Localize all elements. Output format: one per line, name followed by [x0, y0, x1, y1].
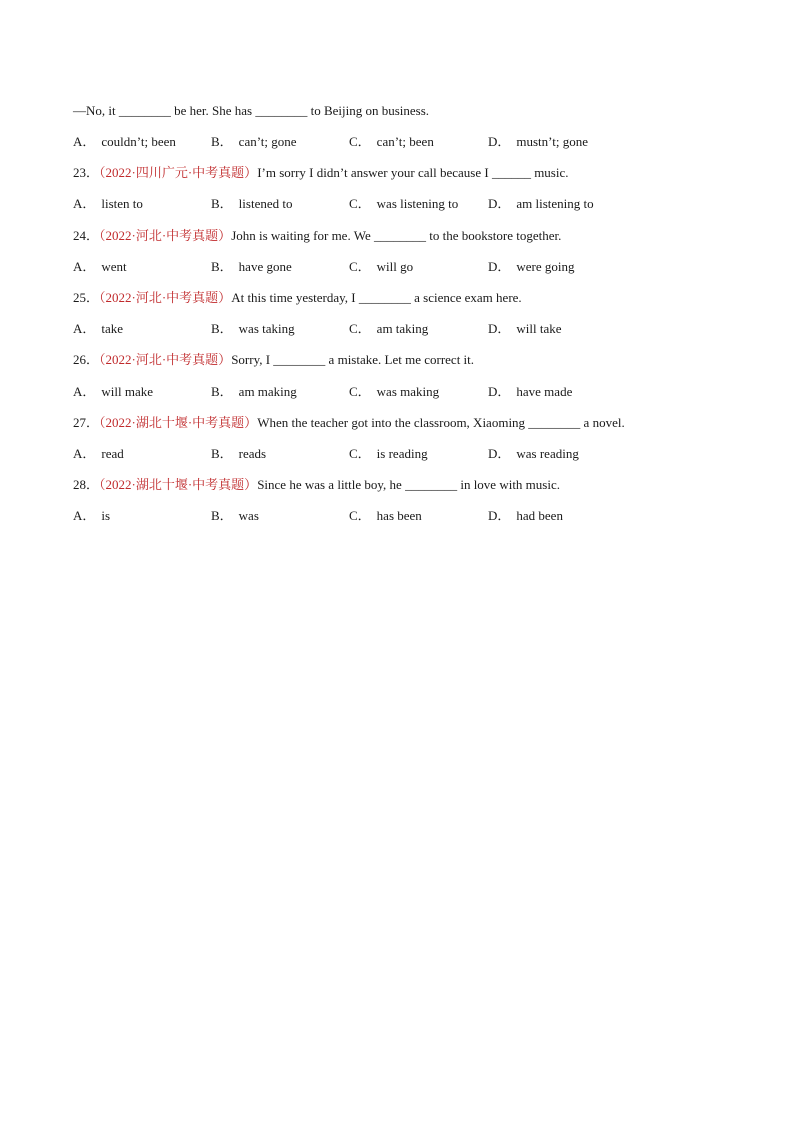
question-22-options — [73, 132, 633, 152]
option-c[interactable]: C． am taking — [349, 321, 429, 336]
question-25 — [73, 288, 522, 308]
question-source: （2022·四川广元·中考真题） — [99, 165, 258, 180]
question-source: （2022·湖北十堰·中考真题） — [99, 477, 258, 492]
question-stem: I’m sorry I didn’t answer your call because I ______ music. — [257, 165, 569, 180]
option-a[interactable]: A． take — [73, 321, 124, 336]
question-24 — [73, 226, 561, 246]
question-source: （2022·河北·中考真题） — [99, 290, 232, 305]
option-d[interactable]: D． will take — [488, 321, 562, 336]
question-stem: When the teacher got into the classroom, Xiaoming ________ a novel. — [257, 415, 625, 430]
option-b[interactable]: B． was — [211, 508, 259, 523]
question-number: 23． — [73, 165, 100, 180]
option-d[interactable]: D． had been — [488, 508, 563, 523]
question-number: 27． — [73, 415, 100, 430]
option-c[interactable]: C． was making — [349, 384, 440, 399]
option-c[interactable]: C． is reading — [349, 446, 428, 461]
option-d[interactable]: D． mustn’t; gone — [488, 134, 589, 149]
option-d[interactable]: D． were going — [488, 259, 575, 274]
option-a[interactable]: A． will make — [73, 384, 154, 399]
question-26-options — [73, 382, 633, 402]
question-number: 24． — [73, 228, 100, 243]
option-c[interactable]: C． will go — [349, 259, 414, 274]
question-25-options — [73, 319, 633, 339]
question-23-options — [73, 194, 633, 214]
question-source: （2022·河北·中考真题） — [99, 228, 232, 243]
option-b[interactable]: B． am making — [211, 384, 297, 399]
question-source: （2022·湖北十堰·中考真题） — [99, 415, 258, 430]
option-b[interactable]: B． can’t; gone — [211, 134, 297, 149]
option-b[interactable]: B． have gone — [211, 259, 292, 274]
option-a[interactable]: A． couldn’t; been — [73, 134, 176, 149]
question-23 — [73, 163, 569, 183]
option-b[interactable]: B． listened to — [211, 196, 293, 211]
option-c[interactable]: C． was listening to — [349, 196, 459, 211]
question-source: （2022·河北·中考真题） — [99, 352, 232, 367]
option-a[interactable]: A． went — [73, 259, 127, 274]
option-a[interactable]: A． read — [73, 446, 124, 461]
question-24-options — [73, 257, 633, 277]
question-stem: —No, it ________ be her. She has ________ to Beijing on business. — [73, 103, 430, 118]
option-d[interactable]: D． was reading — [488, 446, 579, 461]
question-stem: Since he was a little boy, he ________ in love with music. — [257, 477, 560, 492]
option-a[interactable]: A． is — [73, 508, 111, 523]
question-stem: At this time yesterday, I ________ a science exam here. — [231, 290, 522, 305]
question-number: 26． — [73, 352, 100, 367]
question-stem: John is waiting for me. We ________ to the bookstore together. — [231, 228, 562, 243]
question-number: 28． — [73, 477, 100, 492]
question-28 — [73, 475, 560, 495]
option-c[interactable]: C． has been — [349, 508, 422, 523]
question-22-continuation — [73, 101, 429, 121]
option-d[interactable]: D． have made — [488, 384, 573, 399]
option-b[interactable]: B． was taking — [211, 321, 295, 336]
question-26 — [73, 350, 474, 370]
option-d[interactable]: D． am listening to — [488, 196, 594, 211]
option-b[interactable]: B． reads — [211, 446, 267, 461]
question-number: 25． — [73, 290, 100, 305]
question-28-options — [73, 506, 633, 526]
question-27 — [73, 413, 625, 433]
option-c[interactable]: C． can’t; been — [349, 134, 434, 149]
question-stem: Sorry, I ________ a mistake. Let me correct it. — [231, 352, 475, 367]
question-27-options — [73, 444, 633, 464]
option-a[interactable]: A． listen to — [73, 196, 143, 211]
